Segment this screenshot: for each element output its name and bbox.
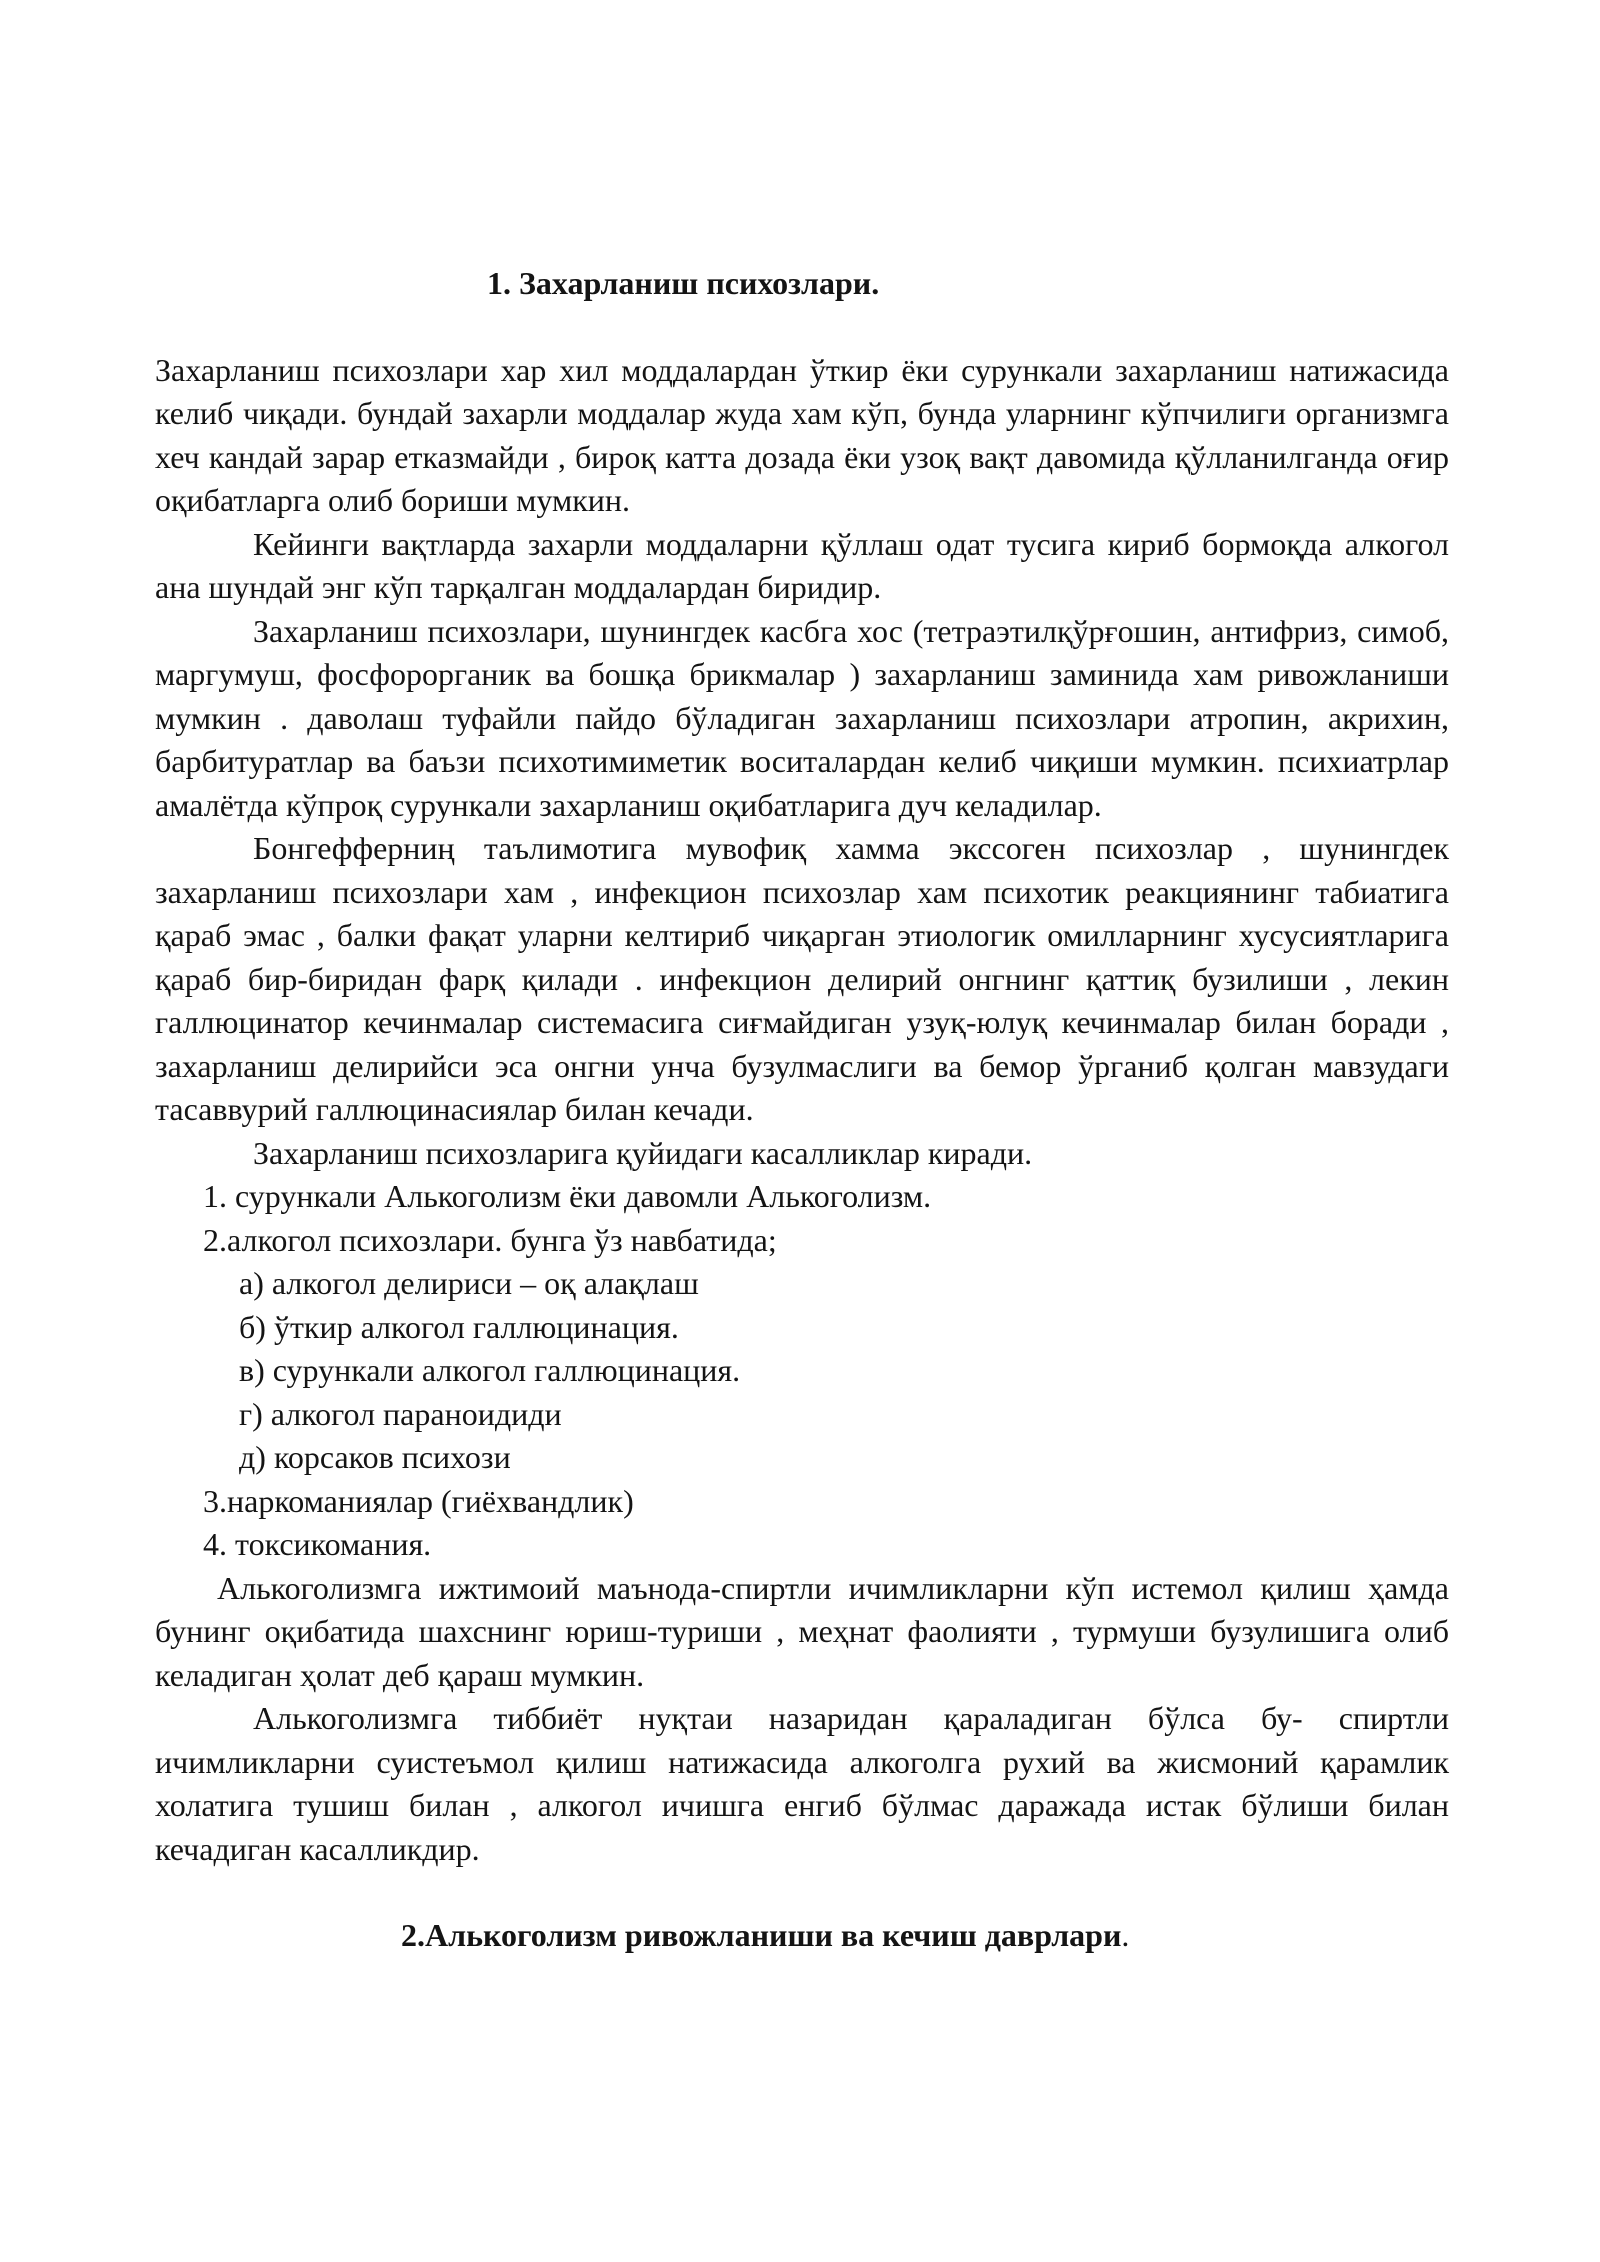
section-heading-2-text: 2.Алькоголизм ривожланиши ва кечиш даврлари [401, 1917, 1122, 1953]
document-body [155, 262, 1449, 1958]
paragraph: Кейинги вақтларда захарли моддаларни қўллаш одат тусига кириб бормоқда алкогол ана шундай энг кўп тарқалган моддалардан биридир. [155, 525, 1449, 605]
list-item: 2.алкогол психозлари. бунга ўз навбатида; [203, 1221, 777, 1258]
paragraph: Захарланиш психозлари хар хил моддалардан ўткир ёки сурункали захарланиш натижасида келиб чиқади. бундай захарли моддалар жуда хам кўп, бунда уларнинг кўпчилиги организмга хеч кандай зарар етказмайди , бироқ катта дозада ёки узоқ вақт давомида қўлланилганда оғир оқибатларга олиб бориши мумкин. [155, 351, 1449, 518]
paragraph: Алькоголизмга ижтимоий маънода-спиртли ичимликларни кўп истемол қилиш ҳамда бунинг оқибатида шахснинг юриш-туриши , меҳнат фаолияти , турмуши бузулишига олиб келадиган ҳолат деб қараш мумкин. [155, 1569, 1449, 1693]
paragraph: Захарланиш психозлари, шунингдек касбга хос (тетраэтилқўрғошин, антифриз, симоб, маргумуш, фосфорорганик ва бошқа брикмалар ) захарланиш заминида хам ривожланиши мумкин . даволаш туфайли пайдо бўладиган захарланиш психозлари атропин, акрихин, барбитуратлар ва баъзи психотимиметик воситалардан келиб чиқиши мумкин. психиатрлар амалётда кўпроқ сурункали захарланиш оқибатларига дуч келадилар. [155, 612, 1449, 823]
paragraph: Бонгефферниң таълимотига мувофиқ хамма экссоген психозлар , шунингдек захарланиш психозлари хам , инфекцион психозлар хам психотик реакциянинг табиатига қараб эмас , балки фақат уларни келтириб чиқарган этиологик омилларнинг хусусиятларига қараб бир-биридан фарқ қилади . инфекцион делирий онгнинг қаттиқ бузилиши , лекин галлюцинатор кечинмалар системасига сиғмайдиган узуқ-юлуқ кечинмалар билан боради , захарланиш делирийси эса онгни унча бузулмаслиги ва бемор ўрганиб қолган мавзудаги тасаввурий галлюцинасиялар билан кечади. [155, 830, 1449, 1127]
section-heading-1: 1. Захарланиш психозлари. [487, 265, 880, 301]
list-sub-item: б) ўткир алкогол галлюцинация. [239, 1308, 679, 1345]
list-item: 4. токсикомания. [203, 1526, 432, 1562]
disease-list [155, 1175, 1449, 1567]
list-sub-item: а) алкогол делириси – оқ алақлаш [239, 1265, 699, 1301]
list-item: 1. сурункали Алькоголизм ёки давомли Алькоголизм. [203, 1178, 932, 1214]
list-sub-item: г) алкогол параноидиди [239, 1395, 562, 1432]
list-sub-item: д) корсаков психози [239, 1439, 511, 1475]
list-sub-item: в) сурункали алкогол галлюцинация. [239, 1352, 741, 1388]
paragraph: Захарланиш психозларига қуйидаги касалликлар киради. [253, 1134, 1033, 1171]
section-heading-2-period: . [1121, 1917, 1130, 1953]
paragraph: Алькоголизмга тиббиёт нуқтаи назаридан қараладиган бўлса бу- спиртли ичимликларни суистеъмол қилиш натижасида алкоголга рухий ва жисмоний қарамлик холатига тушиш билан , алкогол ичишга енгиб бўлмас даражада истак бўлиши билан кечадиган касалликдир. [155, 1700, 1449, 1867]
section-heading-2 [155, 1914, 1449, 1958]
list-item: 3.наркоманиялар (гиёхвандлик) [203, 1482, 634, 1519]
